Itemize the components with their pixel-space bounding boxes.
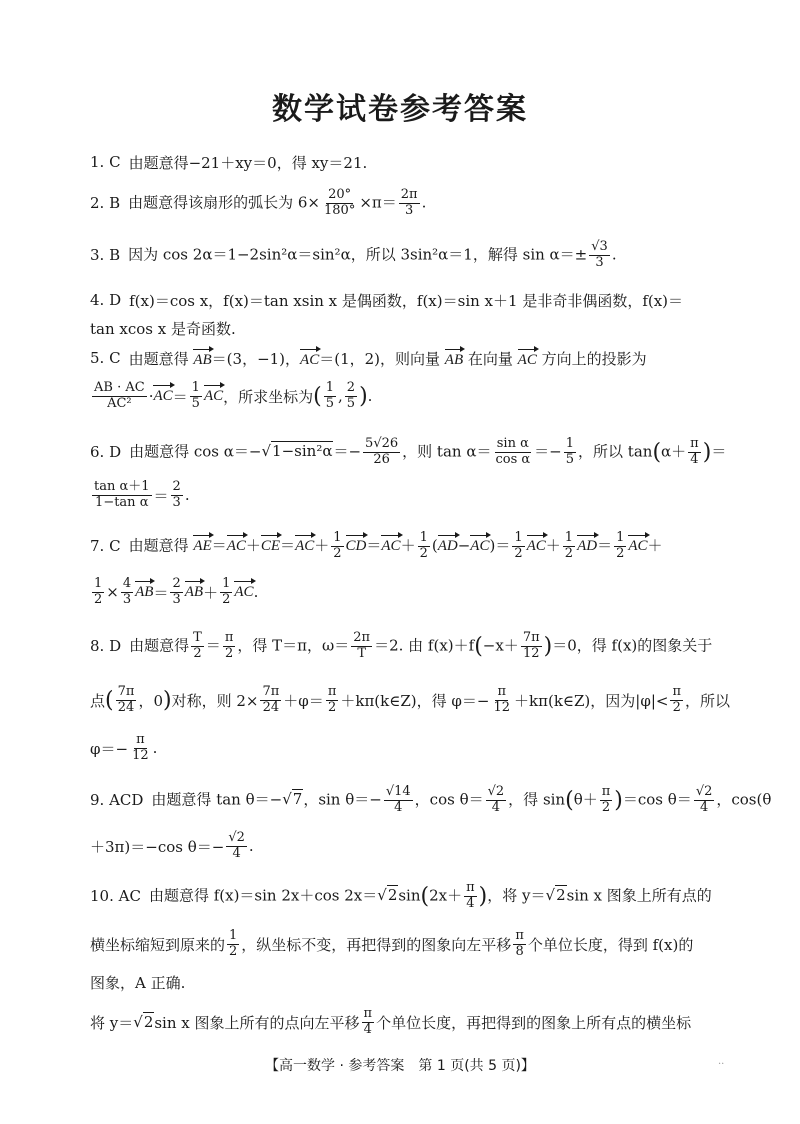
answer-2 <box>90 183 730 223</box>
answer-6-line-2: $\frac{\text{tan α＋1}}{\text{1−tan α}}$ ＝ $\frac{2}{3}$ . <box>94 478 190 510</box>
answer-10-line-2: 横坐标缩短到原来的 $\frac{1}{2}$ ，纵坐标不变，再把得到的图象向左平移 $\frac{\pi}{8}$ 个单位长度，得到 f(x)的 <box>90 927 694 959</box>
answer-5-line-1 <box>90 338 730 378</box>
answer-9-text: 由题意得 tan θ＝−√7，sin θ＝− $\frac{√14}{4}$ ，cos θ＝ $\frac{√2}{4}$ ，得 sin(θ＋ $\frac{\pi}{2}$ )＝cos θ＝ $\frac{√2}{4}$ ，cos(θ <box>151 783 772 815</box>
answer-3-number: 3. B <box>90 246 121 264</box>
answer-7-text: 由题意得 AE＝AC＋CE＝AC＋ $\frac{1}{2}$ CD＝AC＋ $\frac{1}{2}$ (AD−AC)＝ $\frac{1}{2}$ AC＋ $\frac{1}{2}$ AD＝ $\frac{1}{2}$ AC＋ <box>128 529 663 561</box>
answer-10-line-3: 图象，A 正确. <box>90 973 186 992</box>
answer-1 <box>90 142 730 182</box>
answer-4-line-2: tan xcos x 是奇函数. <box>90 319 236 338</box>
answer-6-number: 6. D <box>90 443 122 461</box>
answer-9-line-1 <box>90 780 772 820</box>
answer-5-text: 由题意得 AB＝(3，−1)，AC＝(1，2)，则向量 AB 在向量 AC 方向上的投影为 <box>128 349 647 368</box>
answer-9-line-2: ＋3π)＝−cos θ＝− $\frac{√2}{4}$ . <box>90 829 254 861</box>
answer-2-text: 由题意得该扇形的弧长为 6× $\frac{20^\circ}{180^\circ}$ ×π＝ $\frac{2\pi}{3}$ . <box>128 186 427 218</box>
answer-1-number: 1. C <box>90 153 121 171</box>
answer-8-text: 由题意得 $\frac{T}{2}$ ＝ $\frac{\pi}{2}$ ，得 T＝π，ω＝ $\frac{2\pi}{T}$ ＝2. 由 f(x)＋f(−x＋ $\frac{7\pi}{12}$ )＝0，得 f(x)的图象关于 <box>129 629 713 661</box>
answer-3 <box>90 235 730 275</box>
answer-4-number: 4. D <box>90 291 122 309</box>
answer-1-text: 由题意得−21＋xy＝0，得 xy＝21. <box>128 153 368 172</box>
answer-2-number: 2. B <box>90 194 121 212</box>
answer-7-number: 7. C <box>90 537 121 555</box>
page-title: 数学试卷参考答案 <box>272 92 528 127</box>
answer-4-text: f(x)＝cos x，f(x)＝tan xsin x 是偶函数，f(x)＝sin x＋1 是非奇非偶函数，f(x)＝ <box>129 291 684 310</box>
corner-mark: .. <box>718 1056 725 1067</box>
answer-10-text: 由题意得 f(x)＝sin 2x＋cos 2x＝√2sin(2x＋ $\frac{\pi}{4}$ )，将 y＝√2sin x 图象上所有点的 <box>148 879 712 911</box>
answer-8-number: 8. D <box>90 637 122 655</box>
answer-10-line-1 <box>90 876 730 916</box>
answer-10-line-4: 将 y＝ √2 sin x 图象上所有的点向左平移 $\frac{\pi}{4}$ 个单位长度，再把得到的图象上所有点的横坐标 <box>90 1005 692 1037</box>
answer-6-text: 由题意得 cos α＝−√1−sin²α＝− $\frac{5√26}{26}$ ，则 tan α＝ $\frac{\text{sin α}}{\text{cos α}}$ ＝− $\frac{1}{5}$ ，所以 tan(α＋ $\frac{\pi}{4}$ )＝ <box>129 435 727 467</box>
answer-5-number: 5. C <box>90 349 121 367</box>
answer-3-text: 因为 cos 2α＝1−2sin²α＝sin²α，所以 3sin²α＝1，解得 sin α＝± $\frac{√3}{3}$ . <box>128 238 617 270</box>
answer-10-number: 10. AC <box>90 887 141 905</box>
answer-8-line-3: φ＝− $\frac{\pi}{12}$ . <box>90 731 158 763</box>
page-footer: 【高一数学 · 参考答案 第 1 页(共 5 页)】 <box>265 1058 535 1074</box>
answer-5-line-2: $\frac{AB \cdot AC}{\text{AC²}}$ · AC ＝ $\frac{1}{5}$ AC ，所求坐标为 ( $\frac{1}{5}$ , $\frac{2}{5}$ ) . <box>94 379 373 411</box>
answer-8-line-2: 点 ( $\frac{7\pi}{24}$ ，0 ) 对称，则 2× $\frac{7\pi}{24}$ ＋φ＝ $\frac{\pi}{2}$ ＋kπ(k∈Z)，得 φ＝− $\frac{\pi}{12}$ ＋kπ(k∈Z)，因为|φ|< $\frac{\pi}{2}$ ，所以 <box>90 683 731 715</box>
answer-8-line-1 <box>90 626 730 666</box>
answer-9-number: 9. ACD <box>90 791 144 809</box>
answer-7-line-1 <box>90 526 730 566</box>
answer-7-line-2: $\frac{1}{2}$ × $\frac{4}{3}$ AB ＝ $\frac{2}{3}$ AB ＋ $\frac{1}{2}$ AC . <box>94 575 259 607</box>
answer-6-line-1 <box>90 432 730 472</box>
